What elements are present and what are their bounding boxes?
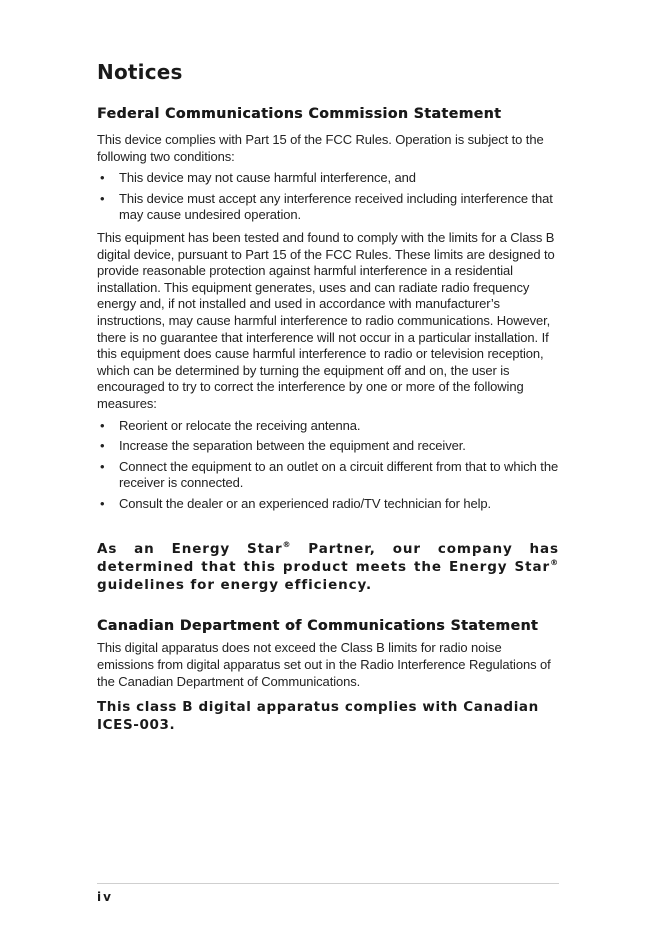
measure-text: Connect the equipment to an outlet on a circuit different from that to which the receiver is connected. [119,458,559,491]
fcc-conditions-list [97,170,559,224]
fcc-measures-list [97,418,559,513]
bullet-icon: • [100,458,105,474]
energy-star-text-1: As an Energy Star [97,541,283,558]
energy-star-statement [97,540,559,594]
fcc-body: This equipment has been tested and found to comply with the limits for a Class B digital device, pursuant to Part 15 of the FCC Rules. These limits are designed to provide reasonable protection against harmful interference in a residential installation. This equipment generates, uses and can radiate radio frequency energy and, if not installed and used in accordance with manufacturer’s instructions, may cause harmful interference to radio communications. However, there is no guarantee that interference will not occur in a particular installation. If this equipment does cause harmful interference to radio or television reception, which can be determined by turning the equipment off and on, the user is encouraged to try to correct the interference by one or more of the following measures: [97,229,555,411]
bullet-icon: • [100,170,105,186]
page-title: Notices [97,60,183,84]
canadian-body: This digital apparatus does not exceed the Class B limits for radio noise emissions from digital apparatus set out in the Radio Interference Regulations of the Canadian Department of Communications. [97,640,551,689]
energy-star-text-3: guidelines for energy efficiency. [97,577,373,594]
notices-page [97,60,559,734]
page-number: iv [97,890,113,904]
list-item [97,459,559,492]
list-item [97,438,559,455]
measure-text: Consult the dealer or an experienced radio/TV technician for help. [119,495,492,511]
fcc-intro: This device complies with Part 15 of the FCC Rules. Operation is subject to the following two conditions: [97,132,544,164]
list-item [97,191,559,224]
bullet-icon: • [100,190,105,206]
measure-text: Reorient or relocate the receiving antenna. [119,417,361,433]
canadian-heading: Canadian Department of Communications Statement [97,618,539,635]
list-item [97,170,559,187]
condition-text: This device may not cause harmful interference, and [119,170,416,186]
list-item [97,496,559,513]
measure-text: Increase the separation between the equipment and receiver. [119,438,466,454]
registered-mark: ® [550,558,559,568]
ices-statement: This class B digital apparatus complies with Canadian ICES-003. [97,699,539,734]
bullet-icon: • [100,495,105,511]
condition-text: This device must accept any interference received including interference that may cause undesired operation. [119,190,553,223]
list-item [97,418,559,435]
bullet-icon: • [100,417,105,433]
energy-star-text-2: Partner, our company has determined that this product meets the Energy Star [97,541,559,576]
footer-divider [97,883,559,884]
section-spacer [97,518,559,540]
bullet-icon: • [100,438,105,454]
registered-mark: ® [282,540,292,550]
fcc-heading: Federal Communications Commission Statement [97,106,502,122]
